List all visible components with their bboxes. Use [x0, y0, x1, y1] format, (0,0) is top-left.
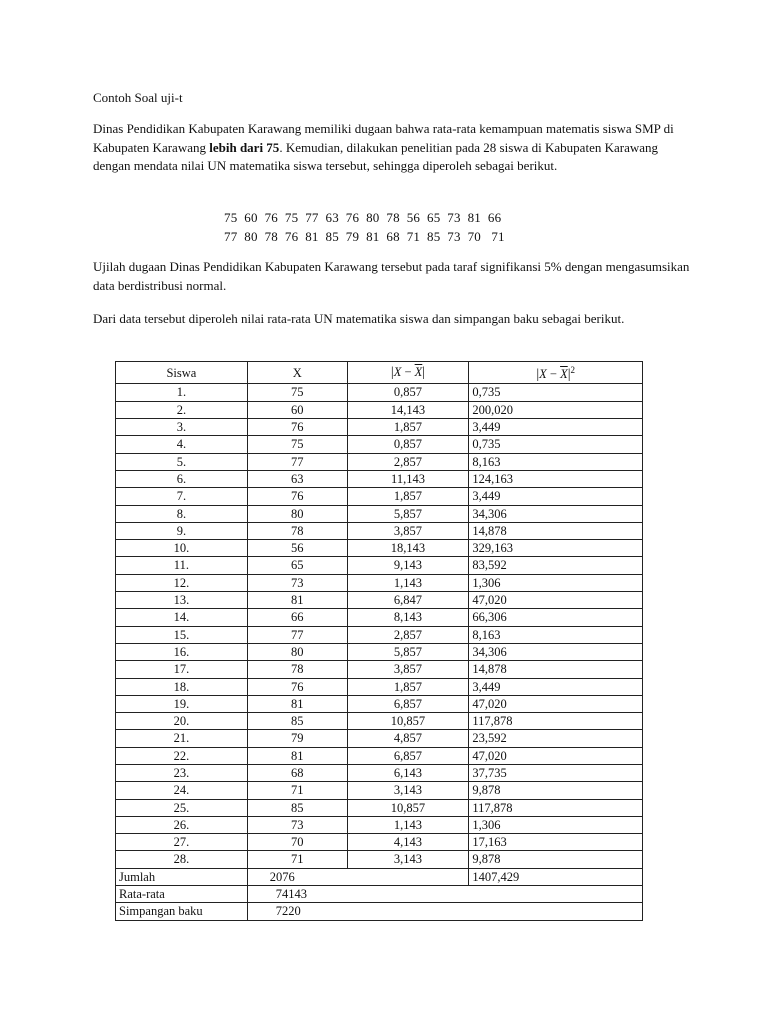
cell-x-value: 68 [247, 764, 347, 781]
jumlah-abs-empty [347, 868, 469, 885]
rata-row [116, 886, 643, 903]
cell-squared-deviation: 1,306 [469, 816, 643, 833]
cell-abs-deviation: 14,143 [347, 401, 469, 418]
table-row [116, 851, 643, 868]
cell-x-value: 77 [247, 626, 347, 643]
cell-siswa-no: 24. [116, 782, 248, 799]
cell-abs-deviation: 3,857 [347, 661, 469, 678]
cell-squared-deviation: 47,020 [469, 592, 643, 609]
rata-label: Rata-rata [116, 886, 248, 903]
cell-siswa-no: 23. [116, 764, 248, 781]
table-row [116, 488, 643, 505]
cell-siswa-no: 18. [116, 678, 248, 695]
cell-squared-deviation: 34,306 [469, 643, 643, 660]
table-row [116, 782, 643, 799]
cell-abs-deviation: 6,143 [347, 764, 469, 781]
cell-abs-deviation: 9,143 [347, 557, 469, 574]
table-row [116, 592, 643, 609]
cell-squared-deviation: 47,020 [469, 747, 643, 764]
cell-x-value: 76 [247, 488, 347, 505]
cell-squared-deviation: 1,306 [469, 574, 643, 591]
table-row [116, 834, 643, 851]
cell-x-value: 56 [247, 540, 347, 557]
cell-abs-deviation: 5,857 [347, 643, 469, 660]
cell-abs-deviation: 1,143 [347, 816, 469, 833]
cell-siswa-no: 11. [116, 557, 248, 574]
jumlah-sq: 1407,429 [469, 868, 643, 885]
simpangan-row [116, 903, 643, 920]
table-row [116, 678, 643, 695]
header-abs-minus: − [401, 365, 415, 380]
cell-x-value: 79 [247, 730, 347, 747]
cell-squared-deviation: 17,163 [469, 834, 643, 851]
table-row [116, 470, 643, 487]
table-row [116, 799, 643, 816]
cell-x-value: 66 [247, 609, 347, 626]
cell-x-value: 80 [247, 643, 347, 660]
table-row [116, 453, 643, 470]
cell-squared-deviation: 47,020 [469, 695, 643, 712]
cell-x-value: 70 [247, 834, 347, 851]
header-abs-var: X [393, 365, 402, 380]
header-abs-deviation: $|X - \overline{X}|$ [347, 362, 469, 384]
cell-x-value: 71 [247, 782, 347, 799]
table-row [116, 384, 643, 401]
cell-siswa-no: 27. [116, 834, 248, 851]
header-abs-mean: $\overline{X}$ [414, 365, 423, 380]
cell-squared-deviation: 37,735 [469, 764, 643, 781]
doc-title: Contoh Soal uji-t [93, 90, 183, 105]
cell-x-value: 60 [247, 401, 347, 418]
cell-squared-deviation: 34,306 [469, 505, 643, 522]
table-row [116, 505, 643, 522]
cell-abs-deviation: 10,857 [347, 799, 469, 816]
table-row [116, 816, 643, 833]
table-row [116, 522, 643, 539]
table-row [116, 661, 643, 678]
header-sq-var: X [539, 367, 547, 382]
cell-squared-deviation: 9,878 [469, 851, 643, 868]
cell-abs-deviation: 1,857 [347, 419, 469, 436]
table-body [116, 384, 643, 868]
cell-squared-deviation: 329,163 [469, 540, 643, 557]
table-row [116, 626, 643, 643]
intro-text-2: . Kemudian, dilakukan penelitian pada 28 siswa di Kabupaten Karawang dengan mendata nilai UN matematika siswa tersebut, sehingga diperoleh sebagai berikut. [93, 139, 659, 173]
cell-siswa-no: 28. [116, 851, 248, 868]
cell-siswa-no: 8. [116, 505, 248, 522]
cell-x-value: 81 [247, 695, 347, 712]
table-row [116, 764, 643, 781]
cell-squared-deviation: 3,449 [469, 488, 643, 505]
jumlah-label: Jumlah [116, 868, 248, 885]
table-header-row [116, 362, 643, 384]
cell-siswa-no: 22. [116, 747, 248, 764]
table-row [116, 730, 643, 747]
cell-siswa-no: 15. [116, 626, 248, 643]
cell-abs-deviation: 2,857 [347, 453, 469, 470]
cell-x-value: 73 [247, 574, 347, 591]
intro-text-1: Dinas Pendidikan Kabupaten Karawang memiliki dugaan bahwa rata-rata kemampuan matematis siswa SMP di Kabupaten Karawang [93, 121, 674, 155]
cell-siswa-no: 25. [116, 799, 248, 816]
cell-squared-deviation: 9,878 [469, 782, 643, 799]
cell-siswa-no: 12. [116, 574, 248, 591]
cell-siswa-no: 19. [116, 695, 248, 712]
rata-value: 74143 [247, 886, 642, 903]
cell-x-value: 75 [247, 436, 347, 453]
cell-x-value: 71 [247, 851, 347, 868]
table-row [116, 643, 643, 660]
cell-x-value: 76 [247, 419, 347, 436]
cell-squared-deviation: 0,735 [469, 436, 643, 453]
cell-siswa-no: 20. [116, 713, 248, 730]
table-row [116, 401, 643, 418]
cell-abs-deviation: 6,857 [347, 695, 469, 712]
cell-abs-deviation: 18,143 [347, 540, 469, 557]
table-row [116, 747, 643, 764]
cell-abs-deviation: 5,857 [347, 505, 469, 522]
cell-abs-deviation: 1,143 [347, 574, 469, 591]
cell-siswa-no: 10. [116, 540, 248, 557]
cell-x-value: 63 [247, 470, 347, 487]
cell-siswa-no: 1. [116, 384, 248, 401]
header-sq-minus: − [546, 367, 561, 382]
cell-siswa-no: 17. [116, 661, 248, 678]
table-row [116, 609, 643, 626]
cell-siswa-no: 21. [116, 730, 248, 747]
cell-x-value: 75 [247, 384, 347, 401]
cell-abs-deviation: 11,143 [347, 470, 469, 487]
cell-siswa-no: 9. [116, 522, 248, 539]
intro-paragraph [93, 120, 693, 176]
cell-x-value: 76 [247, 678, 347, 695]
simpangan-label: Simpangan baku [116, 903, 248, 920]
cell-abs-deviation: 6,847 [347, 592, 469, 609]
table-row [116, 419, 643, 436]
cell-x-value: 73 [247, 816, 347, 833]
jumlah-x: 2076 [247, 868, 347, 885]
table-row [116, 574, 643, 591]
data-table [115, 361, 643, 921]
cell-squared-deviation: 3,449 [469, 419, 643, 436]
intro-bold: lebih dari 75 [209, 139, 280, 155]
cell-x-value: 78 [247, 661, 347, 678]
cell-siswa-no: 3. [116, 419, 248, 436]
cell-squared-deviation: 14,878 [469, 661, 643, 678]
cell-siswa-no: 2. [116, 401, 248, 418]
data-values-line-1: 75 60 76 75 77 63 76 80 78 56 65 73 81 66 [224, 210, 502, 225]
cell-abs-deviation: 3,143 [347, 851, 469, 868]
cell-siswa-no: 26. [116, 816, 248, 833]
cell-siswa-no: 4. [116, 436, 248, 453]
cell-x-value: 85 [247, 799, 347, 816]
cell-x-value: 78 [247, 522, 347, 539]
cell-x-value: 80 [247, 505, 347, 522]
cell-squared-deviation: 8,163 [469, 626, 643, 643]
cell-abs-deviation: 8,143 [347, 609, 469, 626]
cell-squared-deviation: 117,878 [469, 799, 643, 816]
cell-abs-deviation: 0,857 [347, 436, 469, 453]
cell-squared-deviation: 14,878 [469, 522, 643, 539]
cell-squared-deviation: 3,449 [469, 678, 643, 695]
cell-abs-deviation: 4,857 [347, 730, 469, 747]
cell-squared-deviation: 83,592 [469, 557, 643, 574]
task-paragraph: Ujilah dugaan Dinas Pendidikan Kabupaten Karawang tersebut pada taraf signifikansi 5% dengan mengasumsikan data berdistribusi normal. [93, 259, 690, 293]
cell-siswa-no: 16. [116, 643, 248, 660]
table-row [116, 557, 643, 574]
cell-abs-deviation: 3,143 [347, 782, 469, 799]
cell-squared-deviation: 0,735 [469, 384, 643, 401]
cell-squared-deviation: 23,592 [469, 730, 643, 747]
cell-siswa-no: 13. [116, 592, 248, 609]
cell-x-value: 85 [247, 713, 347, 730]
cell-x-value: 81 [247, 747, 347, 764]
cell-squared-deviation: 117,878 [469, 713, 643, 730]
cell-x-value: 77 [247, 453, 347, 470]
cell-siswa-no: 5. [116, 453, 248, 470]
cell-squared-deviation: 200,020 [469, 401, 643, 418]
cell-squared-deviation: 66,306 [469, 609, 643, 626]
cell-abs-deviation: 3,857 [347, 522, 469, 539]
cell-abs-deviation: 4,143 [347, 834, 469, 851]
cell-squared-deviation: 8,163 [469, 453, 643, 470]
cell-squared-deviation: 124,163 [469, 470, 643, 487]
table-row [116, 713, 643, 730]
cell-abs-deviation: 1,857 [347, 678, 469, 695]
cell-abs-deviation: 1,857 [347, 488, 469, 505]
simpangan-value: 7220 [247, 903, 642, 920]
header-sq-mean: $\overline{X}$ [560, 367, 568, 382]
cell-siswa-no: 14. [116, 609, 248, 626]
header-sq-exponent: 2 [570, 365, 576, 375]
cell-siswa-no: 7. [116, 488, 248, 505]
cell-siswa-no: 6. [116, 470, 248, 487]
header-squared-deviation: $|X - \overline{X}|^2$ [469, 362, 643, 384]
result-paragraph: Dari data tersebut diperoleh nilai rata-rata UN matematika siswa dan simpangan baku sebagai berikut. [93, 311, 625, 326]
table-row [116, 436, 643, 453]
header-x: X [247, 362, 347, 384]
table-row [116, 695, 643, 712]
cell-abs-deviation: 0,857 [347, 384, 469, 401]
cell-abs-deviation: 2,857 [347, 626, 469, 643]
jumlah-row [116, 868, 643, 885]
cell-x-value: 81 [247, 592, 347, 609]
cell-x-value: 65 [247, 557, 347, 574]
data-values-line-2: 77 80 78 76 81 85 79 81 68 71 85 73 70 71 [224, 229, 505, 244]
header-siswa: Siswa [116, 362, 248, 384]
cell-abs-deviation: 6,857 [347, 747, 469, 764]
cell-abs-deviation: 10,857 [347, 713, 469, 730]
table-row [116, 540, 643, 557]
